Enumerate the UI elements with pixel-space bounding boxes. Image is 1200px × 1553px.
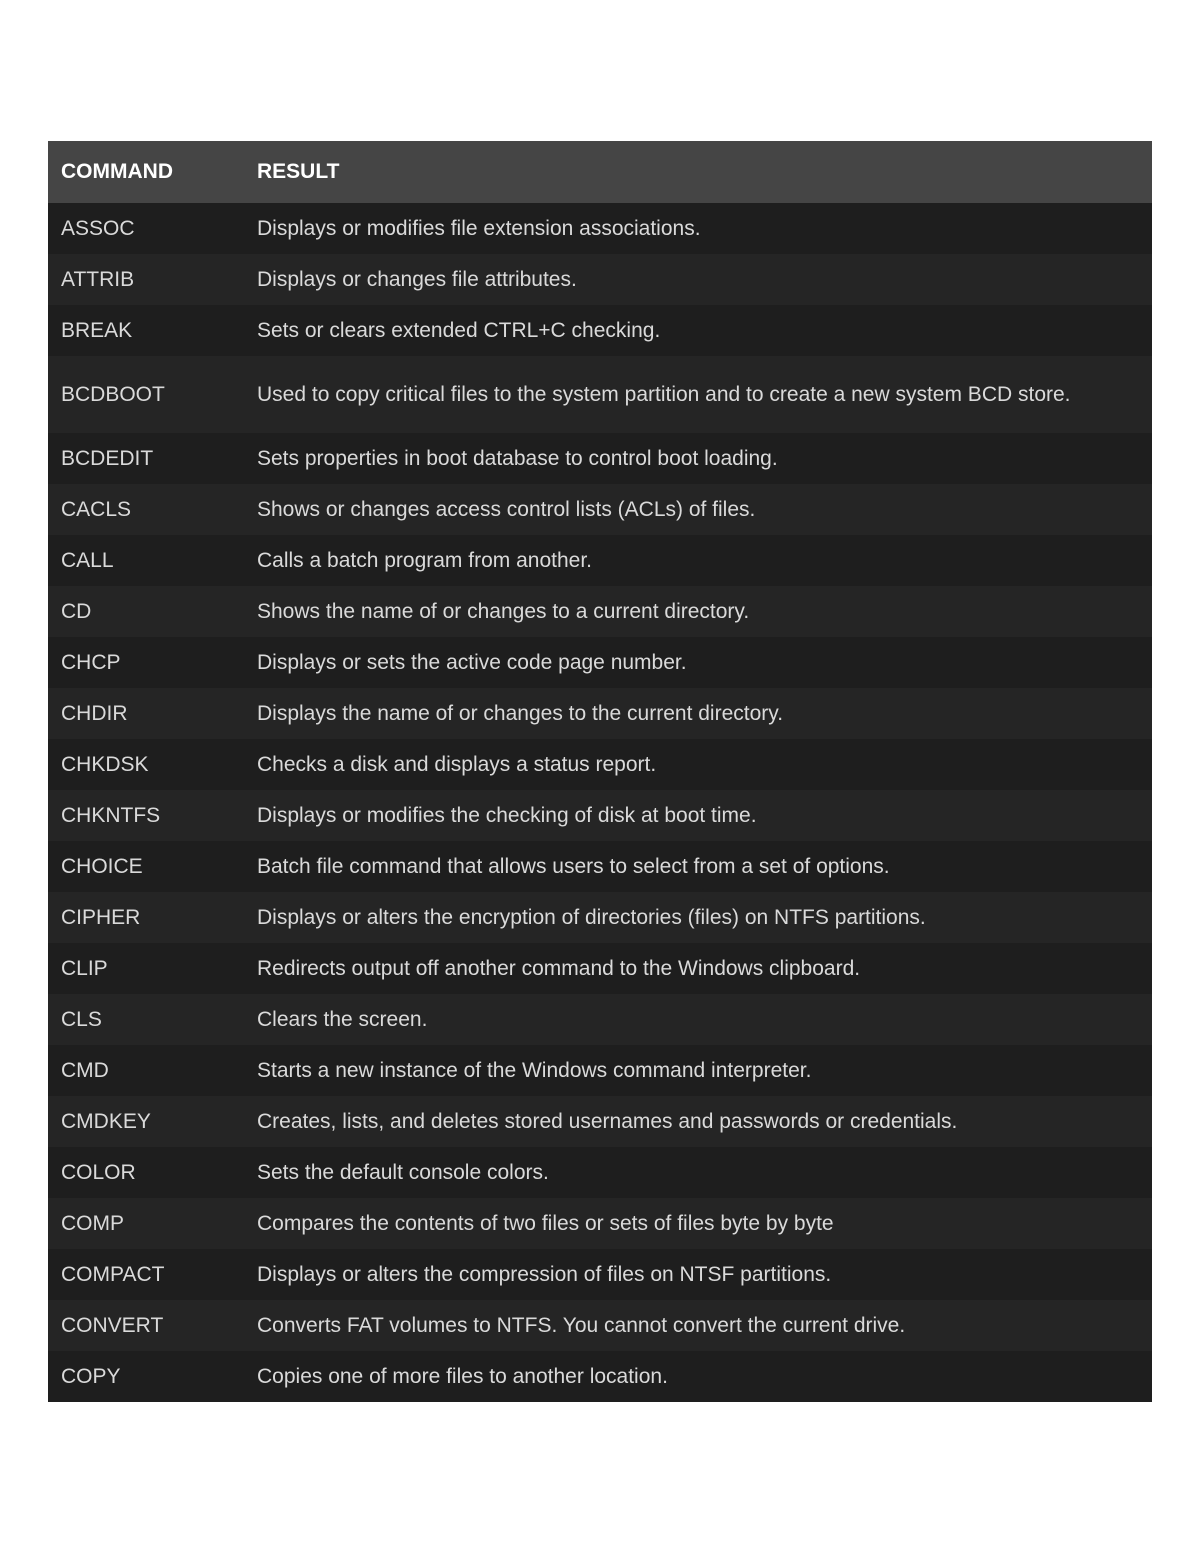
table-row (48, 994, 1152, 1045)
command-cell: CHDIR (61, 701, 128, 725)
result-cell: Sets or clears extended CTRL+C checking. (257, 318, 661, 342)
table-row (48, 254, 1152, 305)
command-cell: ASSOC (61, 216, 135, 240)
result-cell: Shows or changes access control lists (ACLs) of files. (257, 497, 756, 521)
command-cell: CHKNTFS (61, 803, 161, 827)
result-cell: Converts FAT volumes to NTFS. You cannot convert the current drive. (257, 1313, 906, 1337)
table-row (48, 1300, 1152, 1351)
result-cell: Checks a disk and displays a status report. (257, 752, 657, 776)
table-row (48, 1351, 1152, 1402)
command-cell: CALL (61, 548, 114, 572)
table-row (48, 637, 1152, 688)
command-cell: ATTRIB (61, 267, 135, 291)
command-cell: BCDBOOT (61, 382, 165, 406)
table-row (48, 1249, 1152, 1300)
table-body (48, 203, 1152, 1402)
result-cell: Clears the screen. (257, 1007, 428, 1031)
column-header-result: RESULT (244, 141, 1152, 203)
result-cell: Displays or alters the encryption of directories (files) on NTFS partitions. (257, 905, 926, 929)
result-cell: Displays or modifies file extension associations. (257, 216, 701, 240)
result-cell: Used to copy critical files to the system partition and to create a new system BCD store. (257, 382, 1071, 406)
result-cell: Creates, lists, and deletes stored usernames and passwords or credentials. (257, 1109, 958, 1133)
result-cell: Displays or sets the active code page number. (257, 650, 687, 674)
result-cell: Calls a batch program from another. (257, 548, 592, 572)
result-cell: Copies one of more files to another location. (257, 1364, 668, 1388)
table-row (48, 790, 1152, 841)
table-row (48, 1096, 1152, 1147)
command-cell: CACLS (61, 497, 132, 521)
result-cell: Compares the contents of two files or sets of files byte by byte (257, 1211, 834, 1235)
command-cell: CMD (61, 1058, 109, 1082)
command-cell: CHCP (61, 650, 121, 674)
column-header-command: COMMAND (48, 141, 244, 203)
table-row (48, 433, 1152, 484)
table-header (48, 141, 1152, 203)
table-row (48, 841, 1152, 892)
command-cell: COMP (61, 1211, 124, 1235)
table-row (48, 943, 1152, 994)
command-cell: CHKDSK (61, 752, 149, 776)
table-row (48, 484, 1152, 535)
header-row (48, 141, 1152, 203)
table-row (48, 356, 1152, 433)
command-cell: CLS (61, 1007, 102, 1031)
result-cell: Batch file command that allows users to select from a set of options. (257, 854, 890, 878)
command-cell: CONVERT (61, 1313, 164, 1337)
table-row (48, 535, 1152, 586)
command-cell: COMPACT (61, 1262, 165, 1286)
command-cell: CIPHER (61, 905, 141, 929)
command-cell: CHOICE (61, 854, 143, 878)
command-cell: COLOR (61, 1160, 136, 1184)
result-cell: Displays or changes file attributes. (257, 267, 577, 291)
table-row (48, 586, 1152, 637)
table-row (48, 739, 1152, 790)
command-cell: BREAK (61, 318, 133, 342)
table-row (48, 1147, 1152, 1198)
command-cell: CD (61, 599, 92, 623)
result-cell: Starts a new instance of the Windows command interpreter. (257, 1058, 812, 1082)
table-row (48, 305, 1152, 356)
table-row (48, 1045, 1152, 1096)
result-cell: Displays the name of or changes to the current directory. (257, 701, 784, 725)
table-row (48, 688, 1152, 739)
command-cell: BCDEDIT (61, 446, 154, 470)
result-cell: Displays or alters the compression of files on NTSF partitions. (257, 1262, 832, 1286)
table-row (48, 1198, 1152, 1249)
table-row (48, 892, 1152, 943)
result-cell: Redirects output off another command to the Windows clipboard. (257, 956, 861, 980)
commands-table (48, 141, 1152, 1402)
table-row (48, 203, 1152, 254)
result-cell: Shows the name of or changes to a current directory. (257, 599, 750, 623)
result-cell: Displays or modifies the checking of disk at boot time. (257, 803, 757, 827)
result-cell: Sets the default console colors. (257, 1160, 549, 1184)
command-cell: CLIP (61, 956, 108, 980)
command-cell: COPY (61, 1364, 121, 1388)
result-cell: Sets properties in boot database to control boot loading. (257, 446, 778, 470)
command-cell: CMDKEY (61, 1109, 151, 1133)
